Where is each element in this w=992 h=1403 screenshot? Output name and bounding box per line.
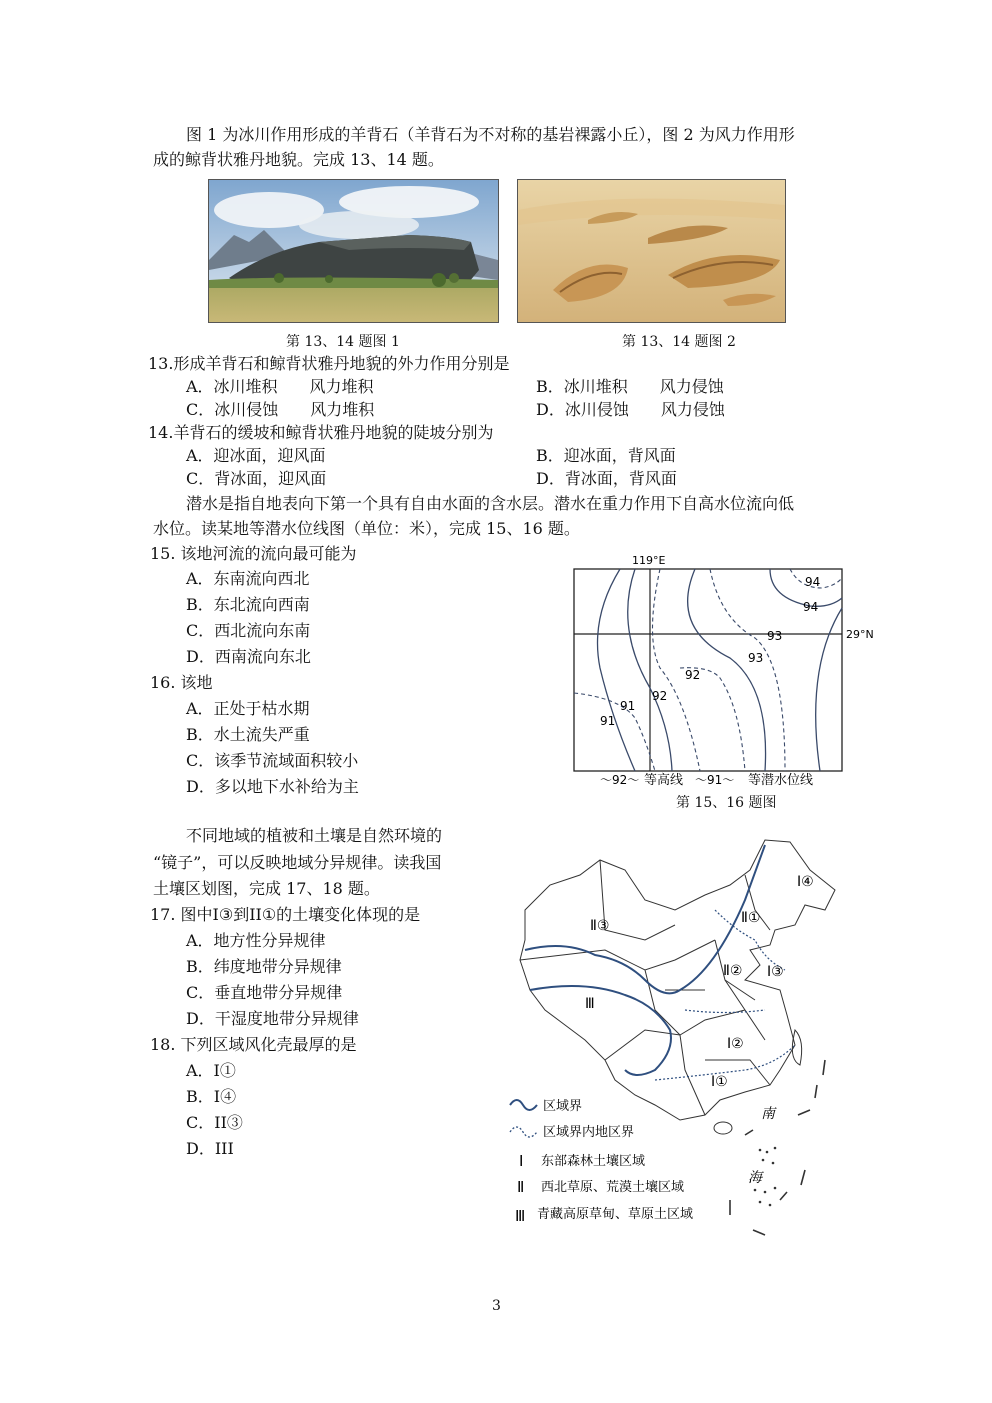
contour-label: 92	[652, 689, 668, 703]
province-line	[600, 860, 675, 940]
contour-label: 92	[685, 668, 701, 682]
province-line	[605, 1010, 745, 1060]
region-label-i4: Ⅰ④	[797, 874, 814, 890]
question-17-option-b: B．纬度地带分异规律	[186, 957, 342, 976]
figure-caption: 第 13、14 题图 1	[286, 334, 400, 350]
question-17-stem: 17. 图中I③到II①的土壤变化体现的是	[150, 905, 421, 924]
sub-boundaries	[655, 910, 795, 1080]
sea-dashes	[730, 1060, 825, 1235]
legend-ii-label: 西北草原、荒漠土壤区域	[541, 1180, 685, 1195]
legend-contour-label: 等高线	[644, 773, 684, 788]
figure-yardang	[517, 179, 786, 323]
region-label-ii2: Ⅱ②	[723, 963, 743, 979]
china-soil-map	[505, 830, 845, 1250]
question-16-option-a: A．正处于枯水期	[186, 699, 310, 718]
contour-label: 93	[767, 629, 783, 643]
contour-label: 94	[805, 575, 821, 589]
question-18-option-d: D．III	[186, 1139, 234, 1158]
province-line	[645, 970, 680, 1035]
contour-label: 91	[620, 699, 636, 713]
question-15-stem: 15. 该地河流的流向最可能为	[150, 544, 357, 563]
question-17-option-c: C．垂直地带分异规律	[186, 983, 343, 1002]
question-16-option-c: C．该季节流域面积较小	[186, 751, 359, 770]
figure-caption: 第 15、16 题图	[676, 795, 777, 811]
legend-water-symbol: ～91～	[695, 773, 735, 787]
legend-contour-symbol: ～92～	[600, 773, 640, 787]
page-number: 3	[492, 1298, 501, 1314]
legend-ii-symbol: Ⅱ	[517, 1178, 525, 1196]
sea-label: 海	[748, 1170, 762, 1186]
region-label-i1: Ⅰ①	[711, 1074, 728, 1090]
question-14-option-c: C．背冰面，迎风面	[186, 469, 327, 488]
question-16-option-d: D．多以地下水补给为主	[186, 777, 359, 796]
legend-water-label: 等潜水位线	[748, 773, 814, 788]
province-line	[520, 940, 715, 970]
sea-label: 南	[761, 1106, 775, 1122]
question-18-option-a: A．I①	[186, 1061, 236, 1080]
question-13-option-b: B．冰川堆积 风力侵蚀	[536, 377, 724, 396]
intro-text-line: “镜子”，可以反映地域分异规律。读我国	[153, 853, 442, 872]
question-18-option-b: B．I④	[186, 1087, 237, 1106]
map-frame	[574, 569, 842, 771]
question-14-option-a: A．迎冰面，迎风面	[186, 446, 326, 465]
question-16-option-b: B．水土流失严重	[186, 725, 310, 744]
legend-boundary-symbol	[510, 1100, 537, 1110]
intro-text-line: 成的鲸背状雅丹地貌。完成 13、14 题。	[153, 150, 444, 169]
question-14-stem: 14.羊背石的缓坡和鲸背状雅丹地貌的陡坡分别为	[148, 423, 494, 442]
province-line	[680, 1035, 705, 1115]
country-outline	[520, 840, 835, 1120]
question-13-option-d: D．冰川侵蚀 风力侵蚀	[536, 400, 725, 419]
intro-text-line: 水位。读某地等潜水位线图（单位：米），完成 15、16 题。	[153, 519, 580, 538]
contour-label: 93	[748, 651, 764, 665]
question-18-stem: 18. 下列区域风化壳最厚的是	[150, 1035, 357, 1054]
legend-boundary-label: 区域界	[543, 1099, 583, 1114]
legend-iii-symbol: Ⅲ	[515, 1207, 526, 1225]
question-13-stem: 13.形成羊背石和鲸背状雅丹地貌的外力作用分别是	[148, 354, 510, 373]
lat-label: 29°N	[846, 628, 874, 641]
question-13-option-a: A．冰川堆积 风力堆积	[186, 377, 374, 396]
question-15-option-a: A．东南流向西北	[186, 569, 310, 588]
question-18-option-c: C．II③	[186, 1113, 243, 1132]
question-17-option-a: A．地方性分异规律	[186, 931, 326, 950]
lon-label: 119°E	[632, 554, 666, 567]
legend-i-symbol: Ⅰ	[519, 1152, 524, 1170]
question-14-option-b: B．迎冰面，背风面	[536, 446, 676, 465]
intro-text-line: 图 1 为冰川作用形成的羊背石（羊背石为不对称的基岩裸露小丘），图 2 为风力作用形	[186, 125, 795, 144]
question-14-option-d: D．背冰面，背风面	[536, 469, 677, 488]
legend-i-label: 东部森林土壤区域	[541, 1154, 646, 1169]
question-13-option-c: C．冰川侵蚀 风力堆积	[186, 400, 375, 419]
legend-subboundary-label: 区域界内地区界	[543, 1125, 635, 1140]
intro-text-line: 不同地域的植被和土壤是自然环境的	[186, 826, 443, 845]
question-16-stem: 16. 该地	[150, 673, 213, 692]
hainan-island	[714, 1122, 732, 1134]
region-label-i3: Ⅰ③	[767, 964, 784, 980]
region-label-ii3: Ⅱ③	[590, 918, 610, 934]
intro-text-line: 土壤区划图，完成 17、18 题。	[153, 879, 380, 898]
question-15-option-c: C．西北流向东南	[186, 621, 311, 640]
contour-label: 94	[803, 600, 819, 614]
region-label-i2: Ⅰ②	[727, 1036, 744, 1052]
question-15-option-b: B．东北流向西南	[186, 595, 310, 614]
legend-subboundary-symbol	[510, 1127, 537, 1137]
region-label-ii1: Ⅱ①	[741, 910, 761, 926]
contour-map	[560, 548, 890, 808]
question-15-option-d: D．西南流向东北	[186, 647, 311, 666]
figure-roche-moutonnee	[208, 179, 499, 323]
contour-label: 91	[600, 714, 616, 728]
intro-text-line: 潜水是指自地表向下第一个具有自由水面的含水层。潜水在重力作用下自高水位流向低	[186, 494, 795, 513]
figure-caption: 第 13、14 题图 2	[622, 334, 736, 350]
region-label-iii: Ⅲ	[585, 996, 595, 1012]
province-line	[725, 980, 755, 1000]
sub-boundary	[685, 1010, 765, 1013]
legend-iii-label: 青藏高原草甸、草原土区域	[537, 1207, 694, 1222]
question-17-option-d: D．干湿度地带分异规律	[186, 1009, 359, 1028]
